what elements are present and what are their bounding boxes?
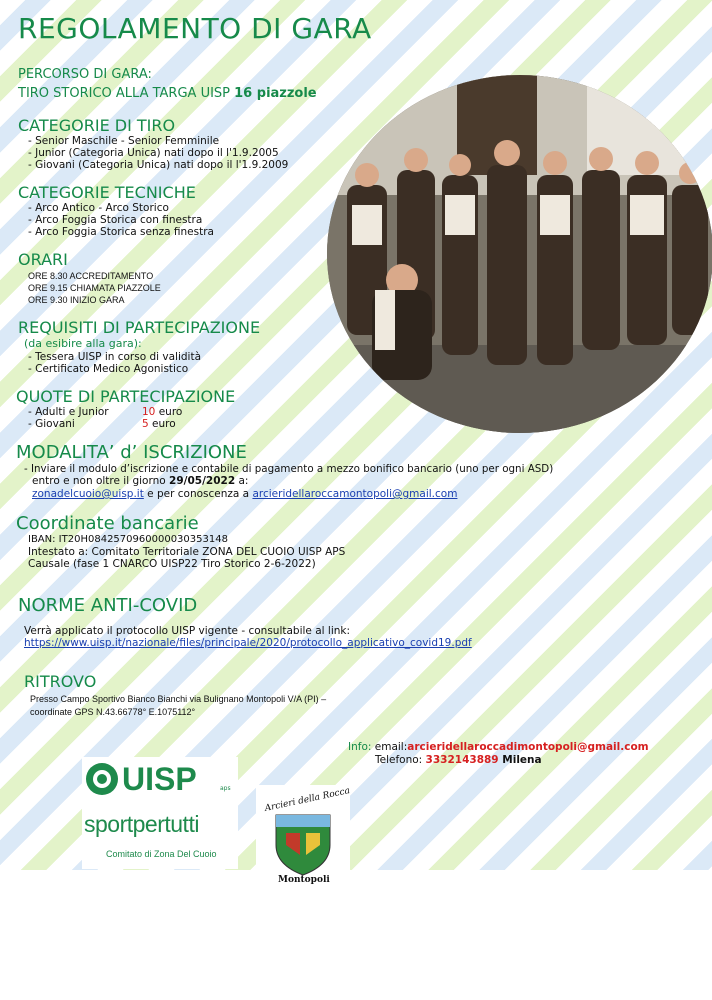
categorie-tiro-item: - Giovani (Categoria Unica) nati dopo il l'1.9.2009: [28, 159, 289, 171]
piazzole-count: 16 piazzole: [234, 86, 317, 101]
group-photo-illustration: [327, 75, 712, 433]
requisiti-item: - Tessera UISP in corso di validità: [28, 351, 202, 363]
covid-protocol-link[interactable]: [24, 637, 472, 649]
info-email-label: email:: [374, 741, 408, 753]
uisp-logo-text: UISP: [122, 761, 197, 797]
orari-heading: ORARI: [18, 250, 68, 269]
covid-line1: Verrà applicato il protocollo UISP vigente - consultabile al link:: [24, 625, 351, 637]
modalita-line1: - Inviare il modulo d’iscrizione e contabile di pagamento a mezzo bonifico bancario (uno per ogni ASD): [24, 463, 554, 475]
categorie-tecniche-heading: CATEGORIE TECNICHE: [18, 183, 196, 202]
info-email-line: [348, 741, 649, 753]
orari-item: ORE 9.15 CHIAMATA PIAZZOLE: [28, 283, 161, 293]
modalita-deadline: 29/05/2022: [169, 475, 236, 487]
ritrovo-gps: coordinate GPS N.43.66778° E.1075112°: [30, 707, 196, 717]
modalita-line2: [32, 475, 248, 487]
email-link-zonadelcuoio[interactable]: zonadelcuoio@uisp.it: [32, 488, 144, 500]
info-phone-label: Telefono:: [375, 754, 426, 766]
arcieri-shield-icon: [256, 785, 350, 889]
page-title: REGOLAMENTO DI GARA: [18, 12, 372, 45]
ritrovo-heading: RITROVO: [24, 672, 97, 691]
quote-adulti-label: - Adulti e Junior: [28, 406, 109, 418]
arcieri-logo-title: Arcieri della Rocca: [263, 786, 351, 814]
modalita-heading: MODALITA’ d’ ISCRIZIONE: [16, 442, 247, 463]
quote-giovani-amount: [142, 418, 176, 430]
ritrovo-address: Presso Campo Sportivo Bianco Bianchi via Bulignano Montopoli V/A (PI) –: [30, 694, 327, 704]
quote-adulti-amount: [142, 406, 182, 418]
iban-line: IBAN: IT20H0842570960000030353148: [28, 534, 228, 545]
info-email[interactable]: arcieridellaroccadimontopoli@gmail.com: [407, 741, 649, 753]
orari-item: ORE 9.30 INIZIO GARA: [28, 295, 125, 305]
covid-heading: NORME ANTI-COVID: [18, 595, 198, 616]
modalita-deadline-text: entro e non oltre il giorno: [32, 475, 170, 487]
modalita-cc-text: e per conoscenza a: [143, 488, 253, 500]
uisp-logo: [82, 757, 238, 869]
categorie-tecniche-item: - Arco Antico - Arco Storico: [28, 202, 169, 214]
uisp-committee: Comitato di Zona Del Cuoio: [106, 849, 217, 859]
quote-heading: QUOTE DI PARTECIPAZIONE: [16, 387, 236, 406]
coordinate-heading: Coordinate bancarie: [16, 513, 199, 534]
percorso-line1: PERCORSO DI GARA:: [18, 67, 152, 82]
requisiti-item: - Certificato Medico Agonistico: [28, 363, 189, 375]
categorie-tecniche-item: - Arco Foggia Storica senza finestra: [28, 226, 214, 238]
quote-adulti-unit: euro: [155, 406, 183, 418]
covid-link-text[interactable]: https://www.uisp.it/nazionale/files/principale/2020/protocollo_applicativo_covid19.pdf: [24, 637, 472, 649]
uisp-tagline: sportpertutti: [84, 811, 199, 837]
info-label: Info:: [348, 741, 375, 753]
categorie-tiro-item: - Senior Maschile - Senior Femminile: [28, 135, 220, 147]
quote-adulti-value: 10: [142, 406, 156, 418]
causale-line: Causale (fase 1 CNARCO UISP22 Tiro Storico 2-6-2022): [28, 558, 316, 570]
group-photo: [327, 75, 712, 433]
uisp-aps-text: aps: [220, 785, 231, 792]
requisiti-subheading: (da esibire alla gara):: [24, 337, 142, 350]
arcieri-logo-town: Montopoli: [278, 875, 330, 885]
categorie-tiro-item: - Junior (Categoria Unica) nati dopo il l'1.9.2005: [28, 147, 279, 159]
orari-item: ORE 8.30 ACCREDITAMENTO: [28, 271, 154, 281]
quote-giovani-label: - Giovani: [28, 418, 75, 430]
intestatario-line: Intestato a: Comitato Territoriale ZONA DEL CUOIO UISP APS: [28, 546, 346, 558]
percorso-line2: [18, 86, 317, 101]
info-contact-name: Milena: [498, 754, 542, 766]
percorso-text: TIRO STORICO ALLA TARGA UISP: [18, 86, 235, 101]
quote-giovani-value: 5: [142, 418, 149, 430]
arcieri-logo: [256, 785, 350, 889]
info-phone-line: [375, 754, 542, 766]
categorie-tecniche-item: - Arco Foggia Storica con finestra: [28, 214, 203, 226]
requisiti-heading: REQUISITI DI PARTECIPAZIONE: [18, 318, 261, 337]
info-phone[interactable]: 3332143889: [425, 754, 499, 766]
modalita-emails: [32, 488, 457, 500]
quote-giovani-unit: euro: [148, 418, 176, 430]
modalita-deadline-suffix: a:: [235, 475, 249, 487]
bottom-blank-area: [0, 870, 712, 1000]
categorie-tiro-heading: CATEGORIE DI TIRO: [18, 116, 176, 135]
email-link-arcieri[interactable]: arcieridellaroccamontopoli@gmail.com: [252, 488, 458, 500]
